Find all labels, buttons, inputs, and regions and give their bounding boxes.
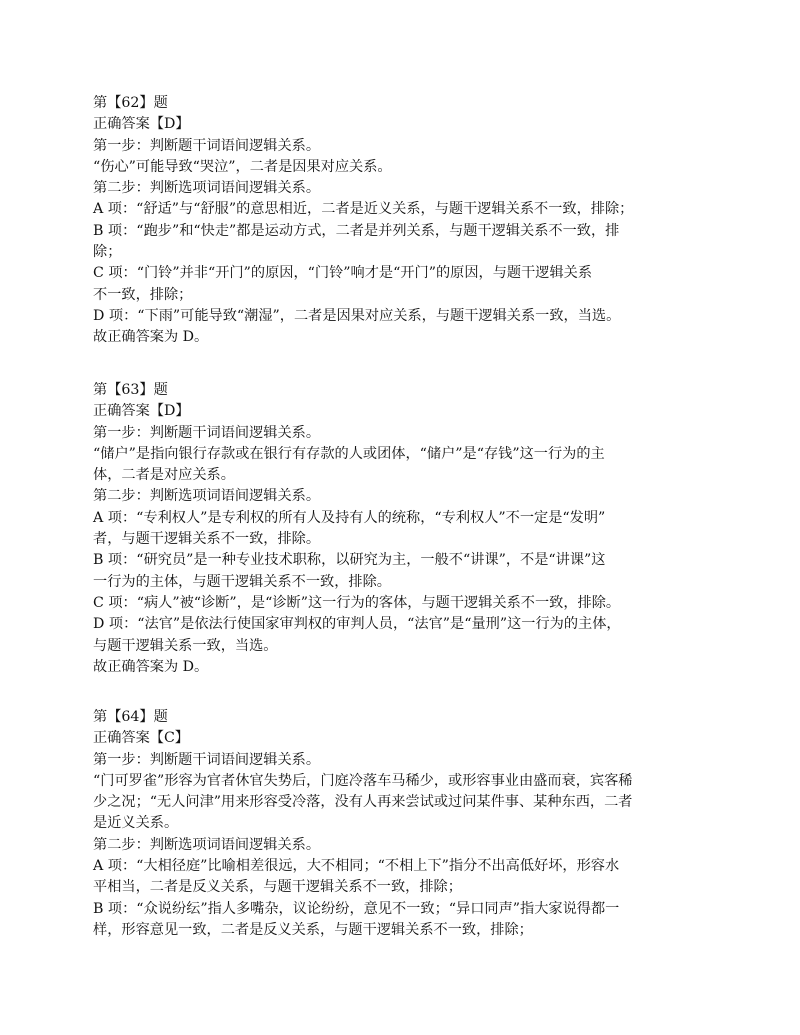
option-a-analysis-cont: 者，与题干逻辑关系不一致，排除。	[93, 531, 321, 548]
correct-answer: 正确答案【C】	[93, 730, 189, 747]
option-a-analysis-cont: 平相当，二者是反义关系，与题干逻辑关系不一致，排除；	[93, 879, 462, 896]
option-a-analysis: A 项：“大相径庭”比喻相差很远，大不相同；“不相上下”指分不出高低好坏，形容水	[93, 858, 620, 875]
option-b-analysis: B 项：“跑步”和“快走”都是运动方式，二者是并列关系，与题干逻辑关系不一致，排	[93, 222, 620, 239]
option-b-analysis-cont: 样，形容意见一致，二者是反义关系，与题干逻辑关系不一致，排除；	[93, 921, 533, 938]
option-a-analysis: A 项：“舒适”与“舒服”的意思相近，二者是近义关系，与题干逻辑关系不一致，排除；	[93, 201, 634, 218]
option-d-analysis: D 项：“下雨”可能导致“潮湿”，二者是因果对应关系，与题干逻辑关系一致，当选。	[93, 307, 621, 324]
option-b-analysis-cont: 一行为的主体，与题干逻辑关系不一致，排除。	[93, 573, 391, 590]
step-one-text-cont: 体，二者是对应关系。	[93, 467, 235, 484]
step-two-heading: 第二步：判断选项词语间逻辑关系。	[93, 180, 321, 197]
question-number: 第【64】题	[93, 709, 168, 725]
step-one-text: “伤心”可能导致“哭泣”，二者是因果对应关系。	[93, 158, 392, 175]
step-two-heading: 第二步：判断选项词语间逻辑关系。	[93, 488, 321, 505]
option-b-analysis-cont: 除；	[93, 244, 122, 261]
question-64	[93, 707, 723, 941]
step-one-text: “门可罗雀”形容为官者休官失势后，门庭冷落车马稀少，或形容事业由盛而衰，宾客稀	[93, 772, 633, 789]
option-c-analysis: C 项：“病人”被“诊断”，是“诊断”这一行为的客体，与题干逻辑关系不一致，排除。	[93, 594, 621, 611]
option-b-analysis: B 项：“众说纷纭”指人多嘴杂，议论纷纷，意见不一致；“异口同声”指大家说得都一	[93, 900, 620, 917]
option-c-analysis-cont: 不一致，排除；	[93, 286, 193, 303]
question-number: 第【62】题	[93, 95, 168, 111]
step-one-heading: 第一步：判断题干词语间逻辑关系。	[93, 751, 321, 768]
step-one-heading: 第一步：判断题干词语间逻辑关系。	[93, 424, 321, 441]
option-d-analysis: D 项：“法官”是依法行使国家审判权的审判人员，“法官”是“量刑”这一行为的主体，	[93, 616, 621, 633]
step-one-text-end: 是近义关系。	[93, 815, 179, 832]
question-62	[93, 93, 723, 349]
question-number: 第【63】题	[93, 382, 168, 398]
option-b-analysis: B 项：“研究员”是一种专业技术职称，以研究为主，一般不“讲课”，不是“讲课”这	[93, 552, 606, 569]
conclusion: 故正确答案为 D。	[93, 658, 209, 675]
step-one-heading: 第一步：判断题干词语间逻辑关系。	[93, 137, 321, 154]
correct-answer: 正确答案【D】	[93, 116, 190, 133]
step-one-text: “储户”是指向银行存款或在银行有存款的人或团体，“储户”是“存钱”这一行为的主	[93, 445, 605, 462]
correct-answer: 正确答案【D】	[93, 403, 190, 420]
option-c-analysis: C 项：“门铃”并非“开门”的原因，“门铃”响才是“开门”的原因，与题干逻辑关系	[93, 265, 593, 282]
question-63	[93, 380, 723, 678]
option-a-analysis: A 项：“专利权人”是专利权的所有人及持有人的统称，“专利权人”不一定是“发明”	[93, 509, 606, 526]
option-d-analysis-cont: 与题干逻辑关系一致，当选。	[93, 637, 278, 654]
step-one-text-cont: 少之况；“无人问津”用来形容受冷落，没有人再来尝试或过问某件事、某种东西，二者	[93, 794, 633, 811]
step-two-heading: 第二步：判断选项词语间逻辑关系。	[93, 836, 321, 853]
conclusion: 故正确答案为 D。	[93, 329, 209, 346]
